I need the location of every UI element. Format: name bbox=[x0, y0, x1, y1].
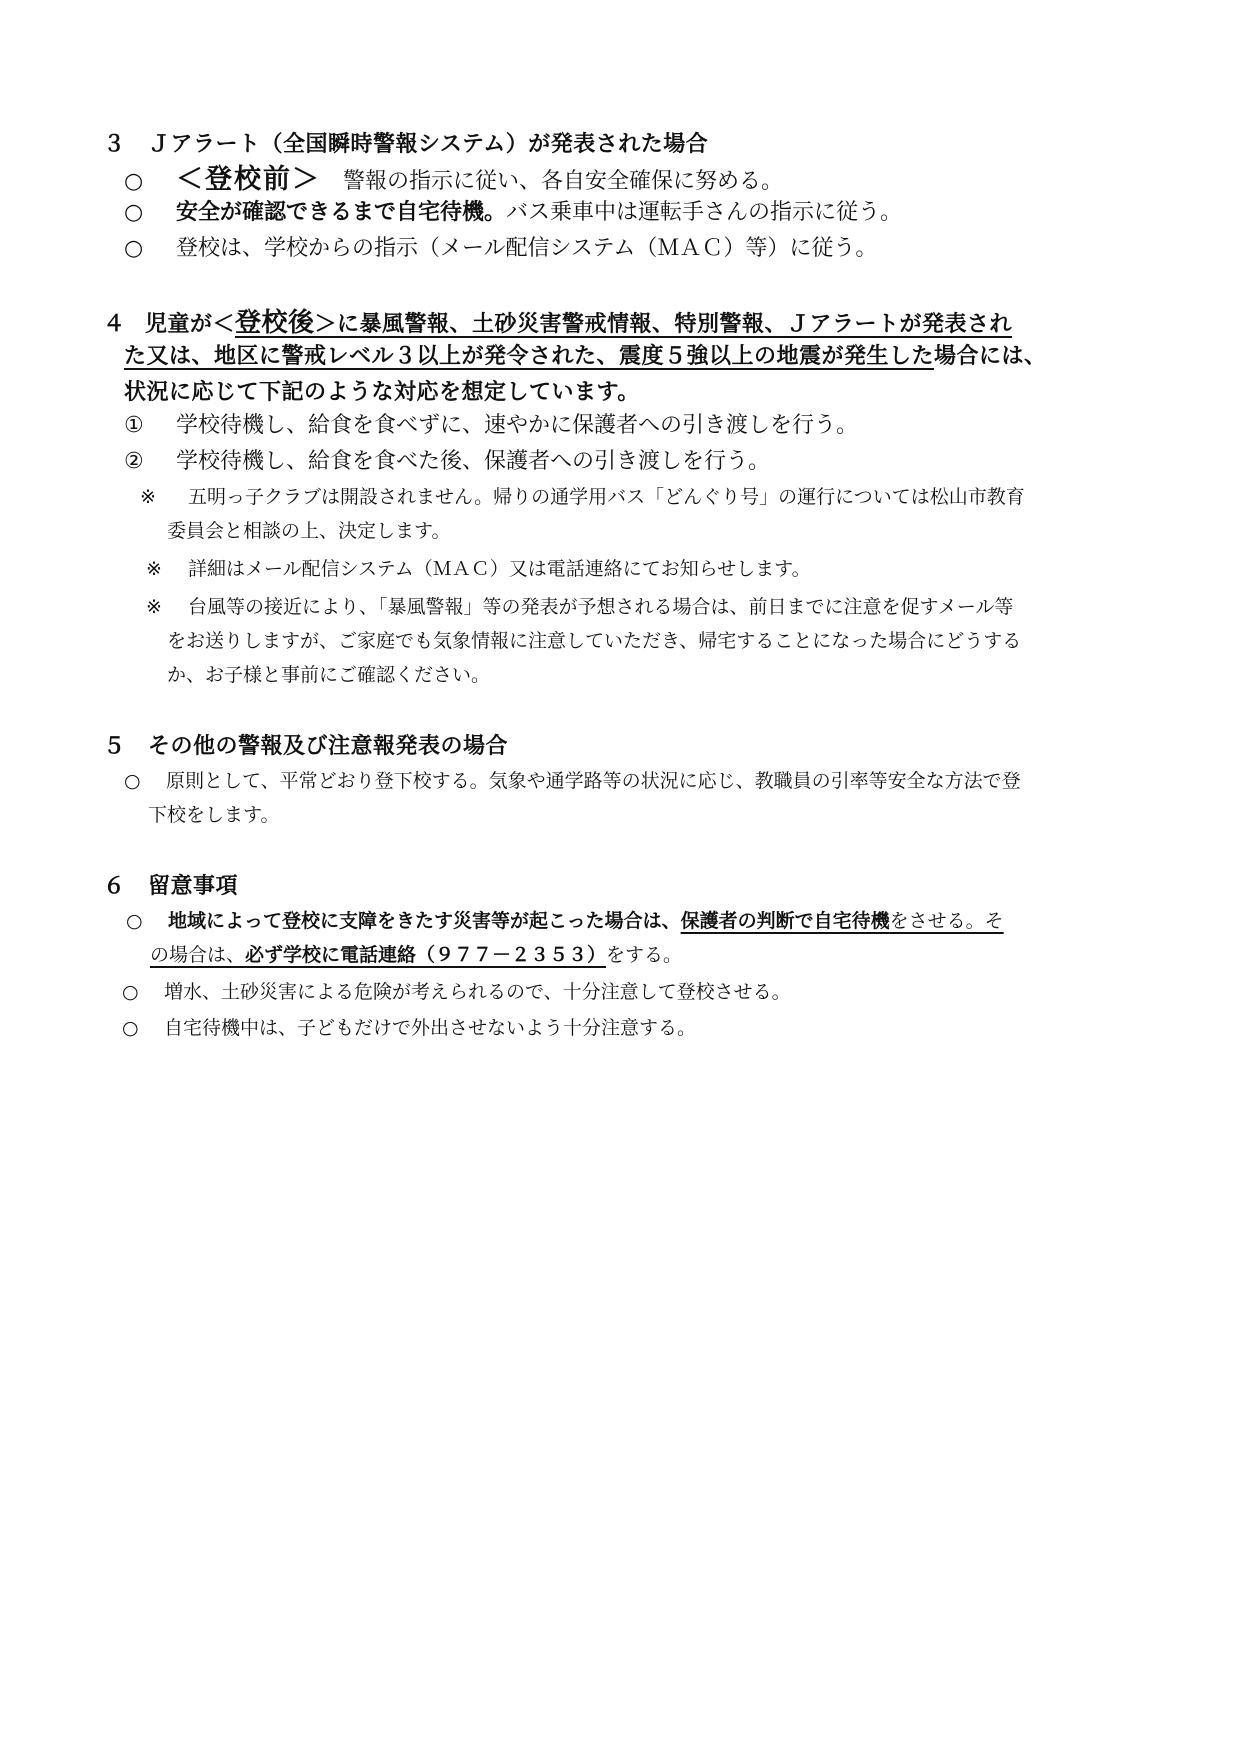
section4-line3: 状況に応じて下記のような対応を想定しています。 bbox=[124, 380, 640, 405]
reference-mark: ※ bbox=[140, 486, 156, 508]
section4-line1-c: ＞に暴風警報、土砂災害警戒情報、特別警報、Ｊアラートが発表され bbox=[314, 312, 1013, 337]
section6-item1-e: 必ず学校に電話連絡（９７７－２３５３） bbox=[245, 944, 607, 966]
after-school-label: 登校後 bbox=[235, 308, 315, 338]
section4-option2 bbox=[124, 451, 770, 473]
section6-item2-text: 増水、土砂災害による危険が考えられるので、十分注意して登校させる。 bbox=[164, 981, 791, 1003]
reference-mark: ※ bbox=[146, 558, 162, 580]
circle-mark: ○ bbox=[124, 169, 144, 194]
section6-item1-line1 bbox=[126, 912, 1004, 931]
circle-mark: ○ bbox=[126, 910, 143, 932]
section5-item1-line1 bbox=[124, 772, 1021, 791]
number-mark: ① bbox=[124, 413, 144, 438]
section4-option1 bbox=[124, 415, 858, 437]
section3-item2 bbox=[124, 202, 902, 224]
number-mark: ② bbox=[124, 449, 144, 474]
section6-item1-line2 bbox=[150, 946, 682, 965]
section3-item1 bbox=[124, 166, 783, 193]
circle-mark: ○ bbox=[122, 981, 139, 1003]
section6-item2 bbox=[122, 983, 791, 1002]
section6-item3 bbox=[122, 1019, 696, 1038]
section4-note1-text1: 五明っ子クラブは開設されません。帰りの通学用バス「どんぐり号」の運行については松山市教育 bbox=[188, 486, 1025, 508]
section4-note1-line2: 委員会と相談の上、決定します。 bbox=[167, 520, 451, 542]
section5-item1-line2: 下校をします。 bbox=[148, 804, 280, 826]
section3-item1-text: 警報の指示に従い、各自安全確保に努める。 bbox=[321, 169, 784, 194]
section6-item1-b: 保護者の判断で自宅待機 bbox=[680, 910, 890, 932]
section4-note2-text: 詳細はメール配信システム（ＭＡＣ）又は電話連絡にてお知らせします。 bbox=[188, 558, 811, 580]
reference-mark: ※ bbox=[146, 596, 162, 618]
section4-option1-text: 学校待機し、給食を食べずに、速やかに保護者への引き渡しを行う。 bbox=[176, 413, 859, 438]
section5-heading: ５ その他の警報及び注意報発表の場合 bbox=[103, 734, 509, 759]
section4-line1-a: 児童が＜ bbox=[145, 312, 236, 337]
circle-mark: ○ bbox=[124, 200, 144, 225]
section3-item3 bbox=[124, 238, 877, 260]
section6-item1-a: 地域によって登校に支障をきたす災害等が起こった場合は、 bbox=[168, 910, 681, 932]
section3-item3-text: 登校は、学校からの指示（メール配信システム（ＭＡＣ）等）に従う。 bbox=[176, 236, 878, 261]
section5-item1-text1: 原則として、平常どおり登下校する。気象や通学路等の状況に応じ、教職員の引率等安全な方法で登 bbox=[166, 770, 1021, 792]
circle-mark: ○ bbox=[124, 236, 144, 261]
circle-mark: ○ bbox=[122, 1017, 139, 1039]
section6-item1-c: をさせる。そ bbox=[889, 910, 1004, 932]
before-school-label: ＜登校前＞ bbox=[176, 164, 321, 195]
section4-number: ４ bbox=[103, 312, 126, 337]
section6-heading: ６ 留意事項 bbox=[103, 874, 239, 899]
section6-item3-text: 自宅待機中は、子どもだけで外出させないよう十分注意する。 bbox=[164, 1017, 697, 1039]
section4-line1 bbox=[103, 310, 1012, 336]
section3-item2-bold: 安全が確認できるまで自宅待機。 bbox=[176, 200, 507, 225]
circle-mark: ○ bbox=[124, 770, 141, 792]
section4-note3-line3: か、お子様と事前にご確認ください。 bbox=[167, 664, 491, 686]
section4-note3-text1: 台風等の接近により、「暴風警報」等の発表が予想される場合は、前日までに注意を促すメール等 bbox=[188, 596, 1014, 618]
section3-heading: ３ Ｊアラート（全国瞬時警報システム）が発表された場合 bbox=[103, 132, 709, 157]
section6-item1-f: をする。 bbox=[606, 944, 683, 966]
section4-option2-text: 学校待機し、給食を食べた後、保護者への引き渡しを行う。 bbox=[176, 449, 771, 474]
section6-item1-d: の場合は、 bbox=[150, 944, 246, 966]
section4-note1-line1 bbox=[140, 488, 1025, 507]
section4-line2-a: た又は、地区に警戒レベル３以上が発令された、震度５強以上の地震が発生した bbox=[124, 344, 935, 369]
section3-item2-text: バス乗車中は運転手さんの指示に従う。 bbox=[506, 200, 903, 225]
section4-line2-b: 場合には、 bbox=[934, 344, 1047, 369]
section4-note3-line1 bbox=[146, 598, 1013, 617]
section4-note3-line2: をお送りしますが、ご家庭でも気象情報に注意していただき、帰宅することになった場合にどうする bbox=[167, 630, 1022, 652]
section4-line2 bbox=[124, 346, 1047, 368]
section4-note2 bbox=[146, 560, 811, 579]
